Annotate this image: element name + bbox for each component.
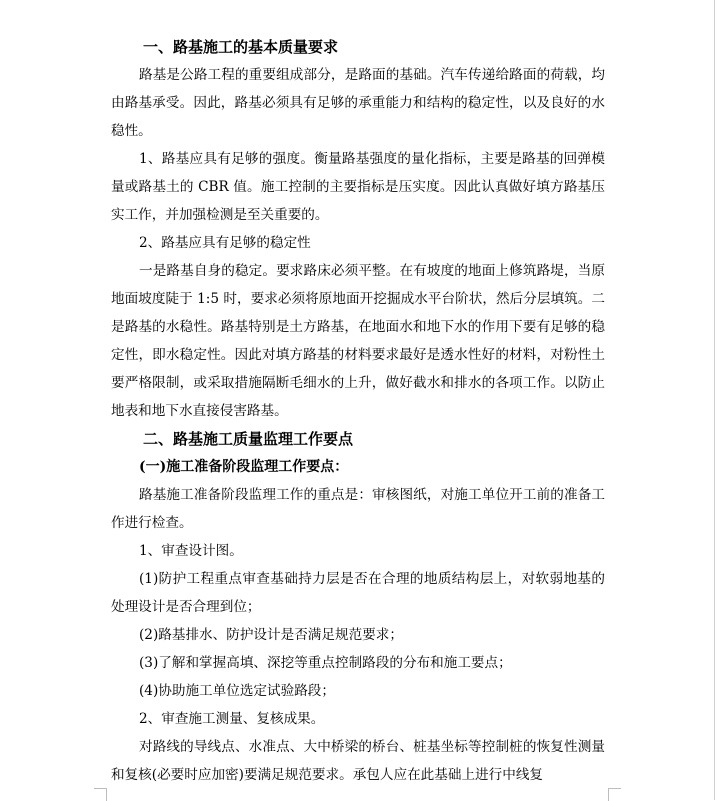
page-edge <box>714 0 715 800</box>
list-item-review-design: 1、审查设计图。 <box>139 543 243 559</box>
list-item-test-section: (4)协助施工单位选定试验路段； <box>139 683 335 699</box>
list-item-survey-review: 2、审查施工测量、复核成果。 <box>139 711 325 727</box>
section-heading-2: 二、路基施工质量监理工作要点 <box>143 430 354 448</box>
document-body <box>111 33 605 789</box>
list-item-drainage: (2)路基排水、防护设计是否满足规范要求； <box>139 627 403 643</box>
paragraph-intro: 路基是公路工程的重要组成部分，是路面的基础。汽车传递给路面的荷载，均由路基承受。因此，路基必须具有足够的承重能力和结构的稳定性，以及良好的水稳性。 <box>111 67 605 139</box>
list-item-stability: 2、路基应具有足够的稳定性 <box>139 235 311 251</box>
list-item-protection: (1)防护工程重点审查基础持力层是否在合理的地质结构层上，对软弱地基的处理设计是否合理到位； <box>111 571 605 615</box>
paragraph-prep-stage: 路基施工准备阶段监理工作的重点是：审核图纸，对施工单位开工前的准备工作进行检查。 <box>111 487 605 531</box>
subsection-heading-1: (一)施工准备阶段监理工作要点： <box>139 459 349 475</box>
section-heading-1: 一、路基施工的基本质量要求 <box>143 38 339 56</box>
crop-mark-bottom-right <box>608 788 621 801</box>
paragraph-survey: 对路线的导线点、水准点、大中桥梁的桥台、桩基坐标等控制桩的恢复性测量和复核(必要时应加密)要满足规范要求。承包人应在此基础上进行中线复 <box>111 739 605 783</box>
paragraph-stability: 一是路基自身的稳定。要求路床必须平整。在有坡度的地面上修筑路堤，当原地面坡度陡于 1:5 时，要求必须将原地面开挖掘成水平台阶状，然后分层填筑。二是路基的水稳性。路基特别是土方路基，在地面水和地下水的作用下要有足够的稳定性，即水稳定性。因此对填方路基的材料要求最好是透水性好的材料，对粉性土要严格限制，或采取措施隔断毛细水的上升，做好截水和排水的各项工作。以防止地表和地下水直接侵害路基。 <box>111 263 605 419</box>
list-item-key-sections: (3)了解和掌握高填、深挖等重点控制路段的分布和施工要点； <box>139 655 512 671</box>
list-item-strength: 1、路基应具有足够的强度。衡量路基强度的量化指标，主要是路基的回弹模量或路基土的 CBR 值。施工控制的主要指标是压实度。因此认真做好填方路基压实工作，并加强检测是至关重要的。 <box>111 151 605 223</box>
crop-mark-bottom-left <box>94 788 107 801</box>
